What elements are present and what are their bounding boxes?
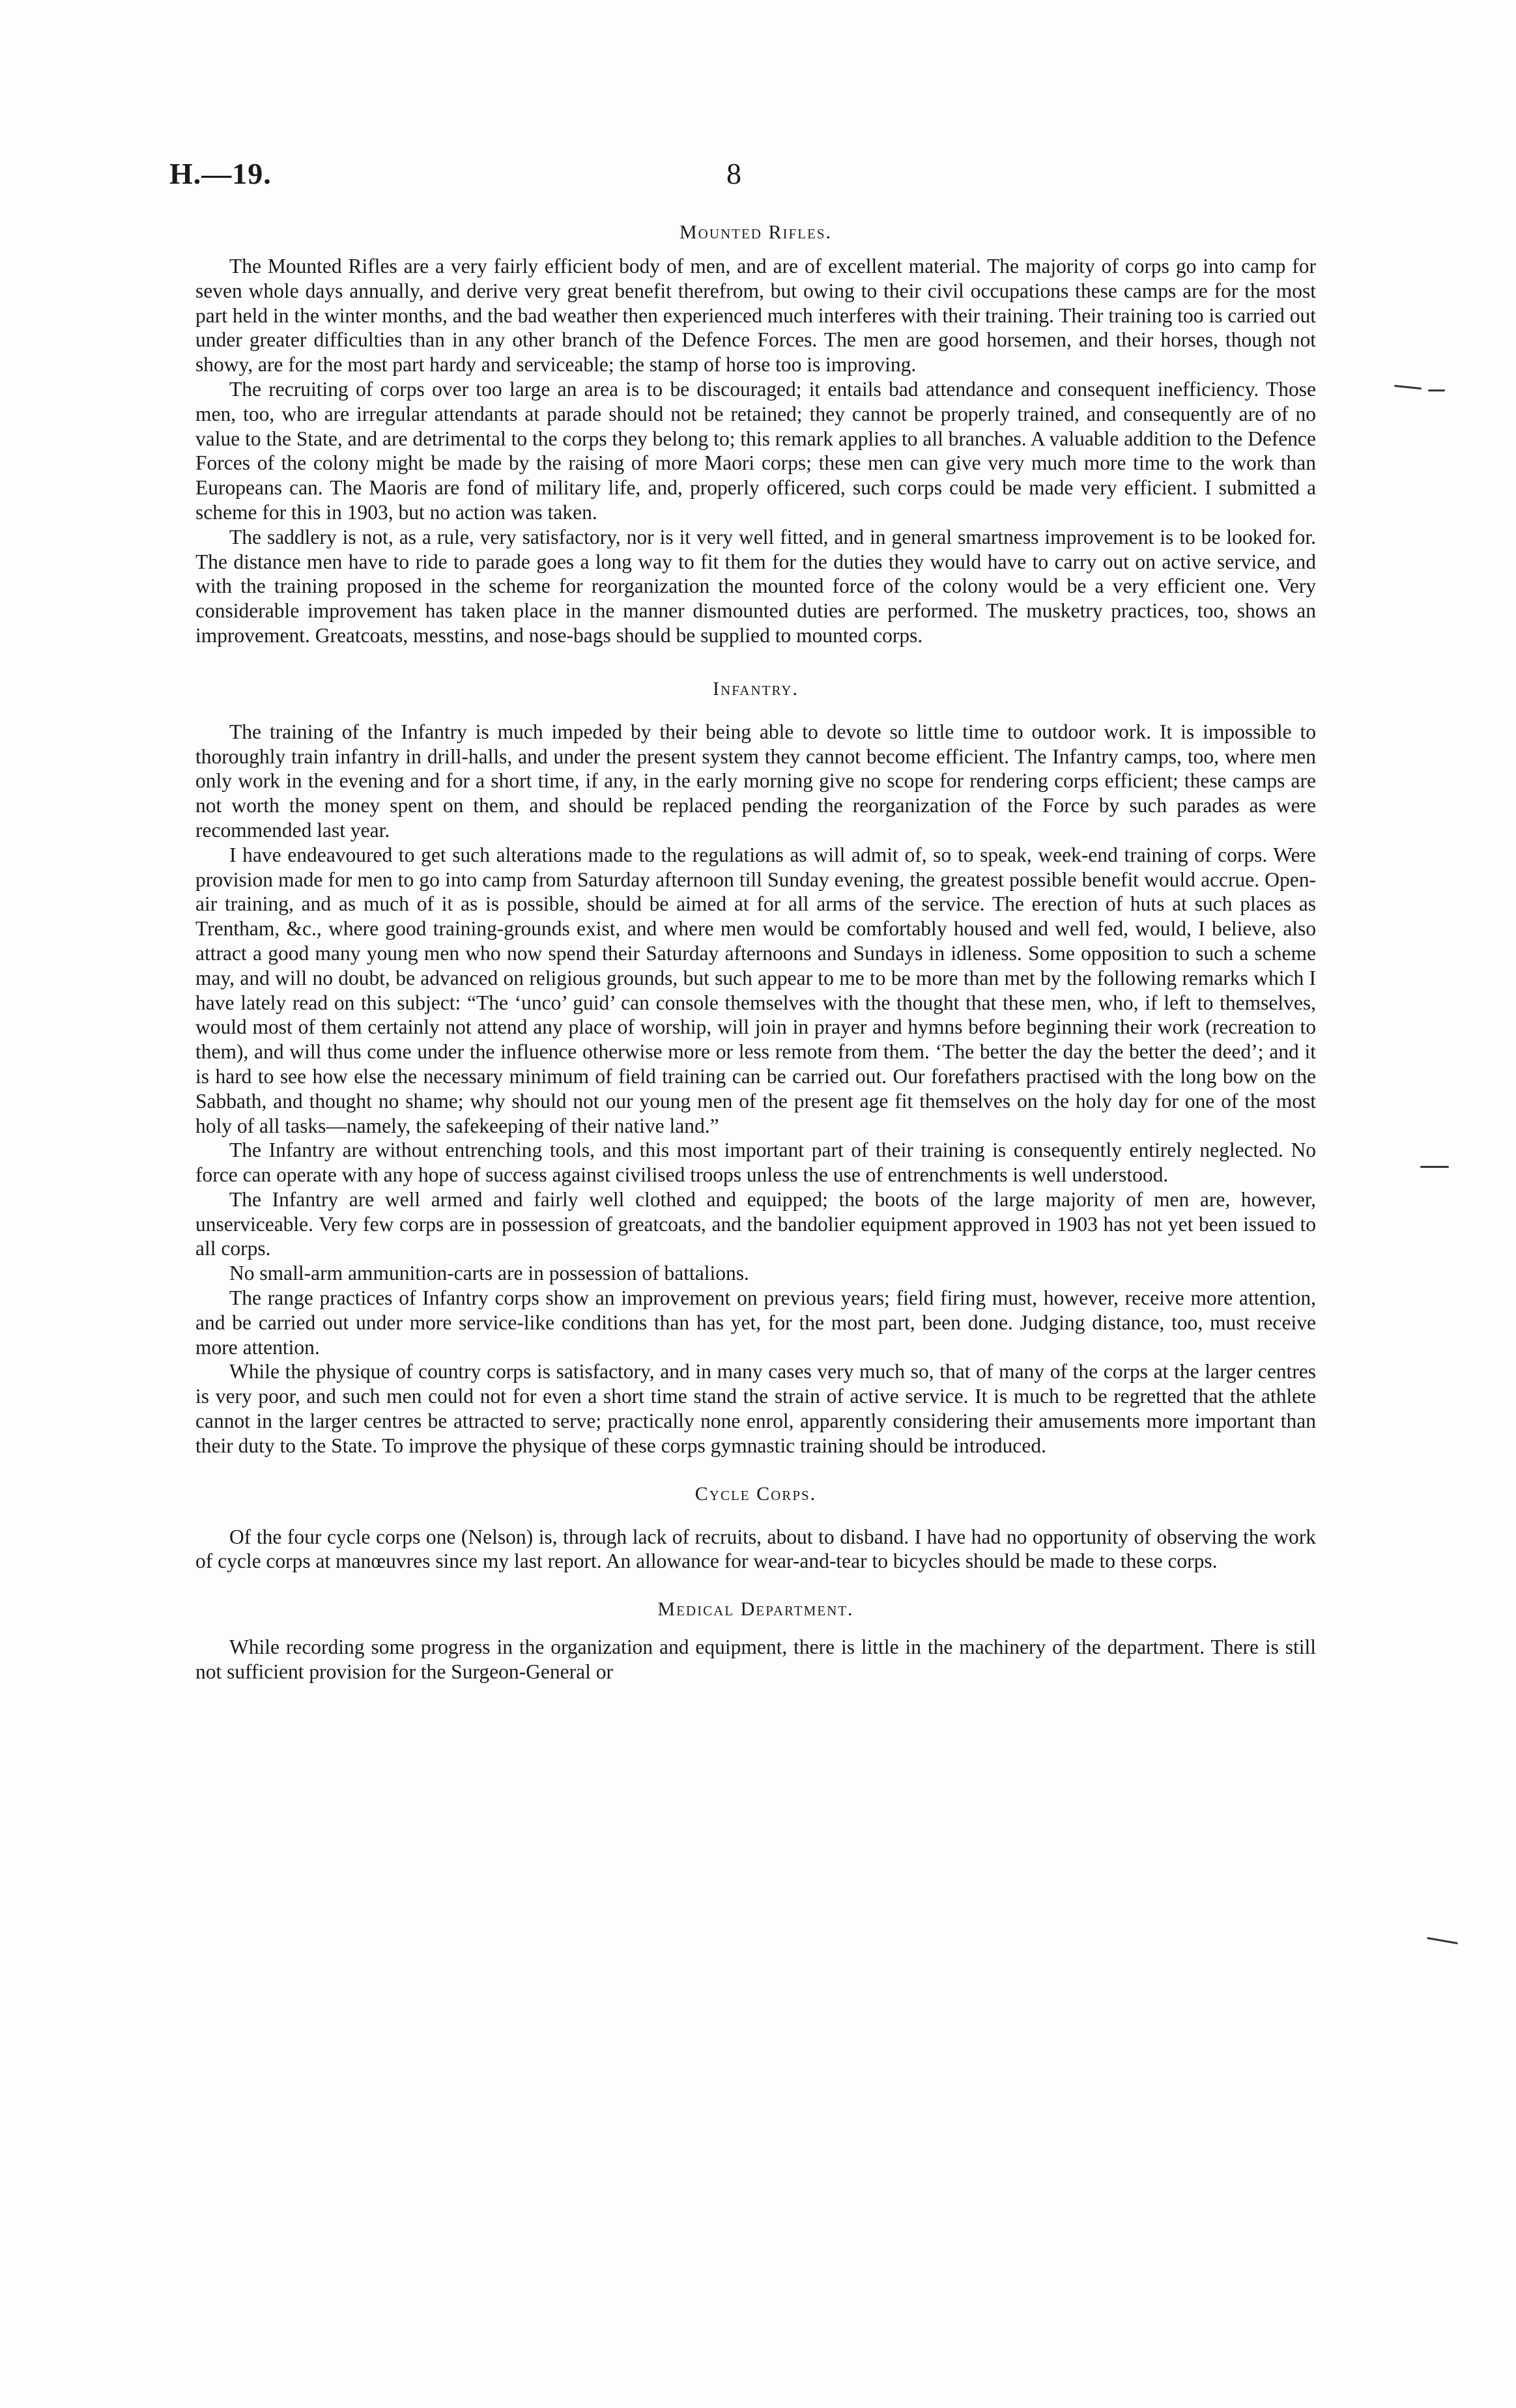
paragraph: No small-arm ammunition-carts are in possession of battalions. (229, 1262, 749, 1285)
paragraph: I have endeavoured to get such alterations made to the regulations as will admit of, so to speak, week-end training of corps. Were provision made for men to go into camp from Saturday afternoon till Sunday evening, the greatest possible benefit would accrue. Open-air training, and as much of it as is possible, should be aimed at for all arms of the service. The erection of huts at such places as Trentham, &c., where good training-grounds exist, and where men would be comfortably housed and well fed, would, I believe, also attract a good many young men who now spend their Saturday afternoons and Sundays in idleness. Some opposition to such a scheme may, and will no doubt, be advanced on religious grounds, but such appear to me to be more than met by the following remarks which I have lately read on this subject: “The ‘unco’ guid’ can console themselves with the thought that these men, who, if left to themselves, would most of them certainly not attend any place of worship, will join in prayer and hymns before beginning their work (recreation to them), and will thus come under the influence otherwise more or less remote from them. ‘The better the day the better the deed’; and it is hard to see how else the necessary minimum of field training can be carried out. Our forefathers practised with the long bow on the Sabbath, and thought no shame; why should not our young men of the present age fit themselves on the holy day for one of the most holy of all tasks—namely, the safekeeping of their native land.” (195, 843, 1316, 1137)
scan-mark (1427, 1937, 1458, 1944)
scan-mark (1428, 390, 1445, 391)
scan-mark (1420, 1166, 1449, 1168)
page-body (195, 221, 1316, 1684)
document-reference: H.—19. (169, 157, 272, 190)
page-header (169, 156, 1355, 202)
section-heading: Infantry. (713, 677, 799, 700)
paragraph: The training of the Infantry is much impeded by their being able to devote so little time to outdoor work. It is impossible to thoroughly train infantry in drill-halls, and under the present system they cannot become efficient. The Infantry camps, too, where men only work in the evening and for a short time, if any, in the early morning give no scope for rendering corps efficient; these camps are not worth the money spent on them, and should be replaced pending the reorganization of the Force by such parades as were recommended last year. (195, 720, 1316, 842)
paragraph: The recruiting of corps over too large an area is to be discouraged; it entails bad attendance and consequent inefficiency. Those men, too, who are irregular attendants at parade should not be retained; they cannot be properly trained, and consequently are of no value to the State, and are detrimental to the corps they belong to; this remark applies to all branches. A valuable addition to the Defence Forces of the colony might be made by the raising of more Maori corps; these men can give very much more time to the work than Europeans can. The Maoris are fond of military life, and, properly officered, such corps could be made very efficient. I submitted a scheme for this in 1903, but no action was taken. (195, 377, 1316, 524)
scan-mark (1394, 385, 1422, 390)
page-number: 8 (726, 157, 741, 190)
section-heading: Medical Department. (657, 1598, 854, 1621)
section-heading: Cycle Corps. (694, 1482, 817, 1505)
paragraph: The saddlery is not, as a rule, very satisfactory, nor is it very well fitted, and in general smartness improvement is to be looked for. The distance men have to ride to parade goes a long way to fit them for the duties they would have to carry out on active service, and with the training proposed in the scheme for reorganization the mounted force of the colony would be a very efficient one. Very considerable improvement has taken place in the manner dismounted duties are performed. The musketry practices, too, shows an improvement. Greatcoats, messtins, and nose-bags should be supplied to mounted corps. (195, 525, 1316, 647)
section-heading: Mounted Rifles. (679, 221, 832, 243)
paragraph: The range practices of Infantry corps show an improvement on previous years; field firing must, however, receive more attention, and be carried out under more service-like conditions than has yet, for the most part, been done. Judging distance, too, must receive more attention. (195, 1286, 1316, 1359)
paragraph: While the physique of country corps is satisfactory, and in many cases very much so, that of many of the corps at the larger centres is very poor, and such men could not for even a short time stand the strain of active service. It is much to be regretted that the athlete cannot in the larger centres be attracted to serve; practically none enrol, apparently considering their amusements more important than their duty to the State. To improve the physique of these corps gymnastic training should be introduced. (195, 1360, 1316, 1457)
paragraph: The Infantry are without entrenching tools, and this most important part of their training is consequently entirely neglected. No force can operate with any hope of success against civilised troops unless the use of entrenchments is well understood. (195, 1139, 1316, 1187)
section-medical-department (195, 1598, 1316, 1684)
section-mounted-rifles (195, 221, 1316, 648)
paragraph: The Mounted Rifles are a very fairly efficient body of men, and are of excellent material. The majority of corps go into camp for seven whole days annually, and derive very great benefit therefrom, but owing to their civil occupations these camps are for the most part held in the winter months, and the bad weather then experienced much interferes with their training. Their training too is carried out under greater difficulties than in any other branch of the Defence Forces. The men are good horsemen, and their horses, though not showy, are for the most part hardy and serviceable; the stamp of horse too is improving. (195, 255, 1316, 376)
paragraph: While recording some progress in the organization and equipment, there is little in the machinery of the department. There is still not sufficient provision for the Surgeon-General or (195, 1636, 1316, 1684)
section-cycle-corps (195, 1483, 1316, 1574)
section-infantry (195, 678, 1316, 1458)
paragraph: Of the four cycle corps one (Nelson) is, through lack of recruits, about to disband. I have had no opportunity of observing the work of cycle corps at manœuvres since my last report. An allowance for wear-and-tear to bicycles should be made to these corps. (195, 1525, 1316, 1573)
paragraph: The Infantry are well armed and fairly well clothed and equipped; the boots of the large majority of men are, however, unserviceable. Very few corps are in possession of greatcoats, and the bandolier equipment approved in 1903 has not yet been issued to all corps. (195, 1187, 1316, 1260)
